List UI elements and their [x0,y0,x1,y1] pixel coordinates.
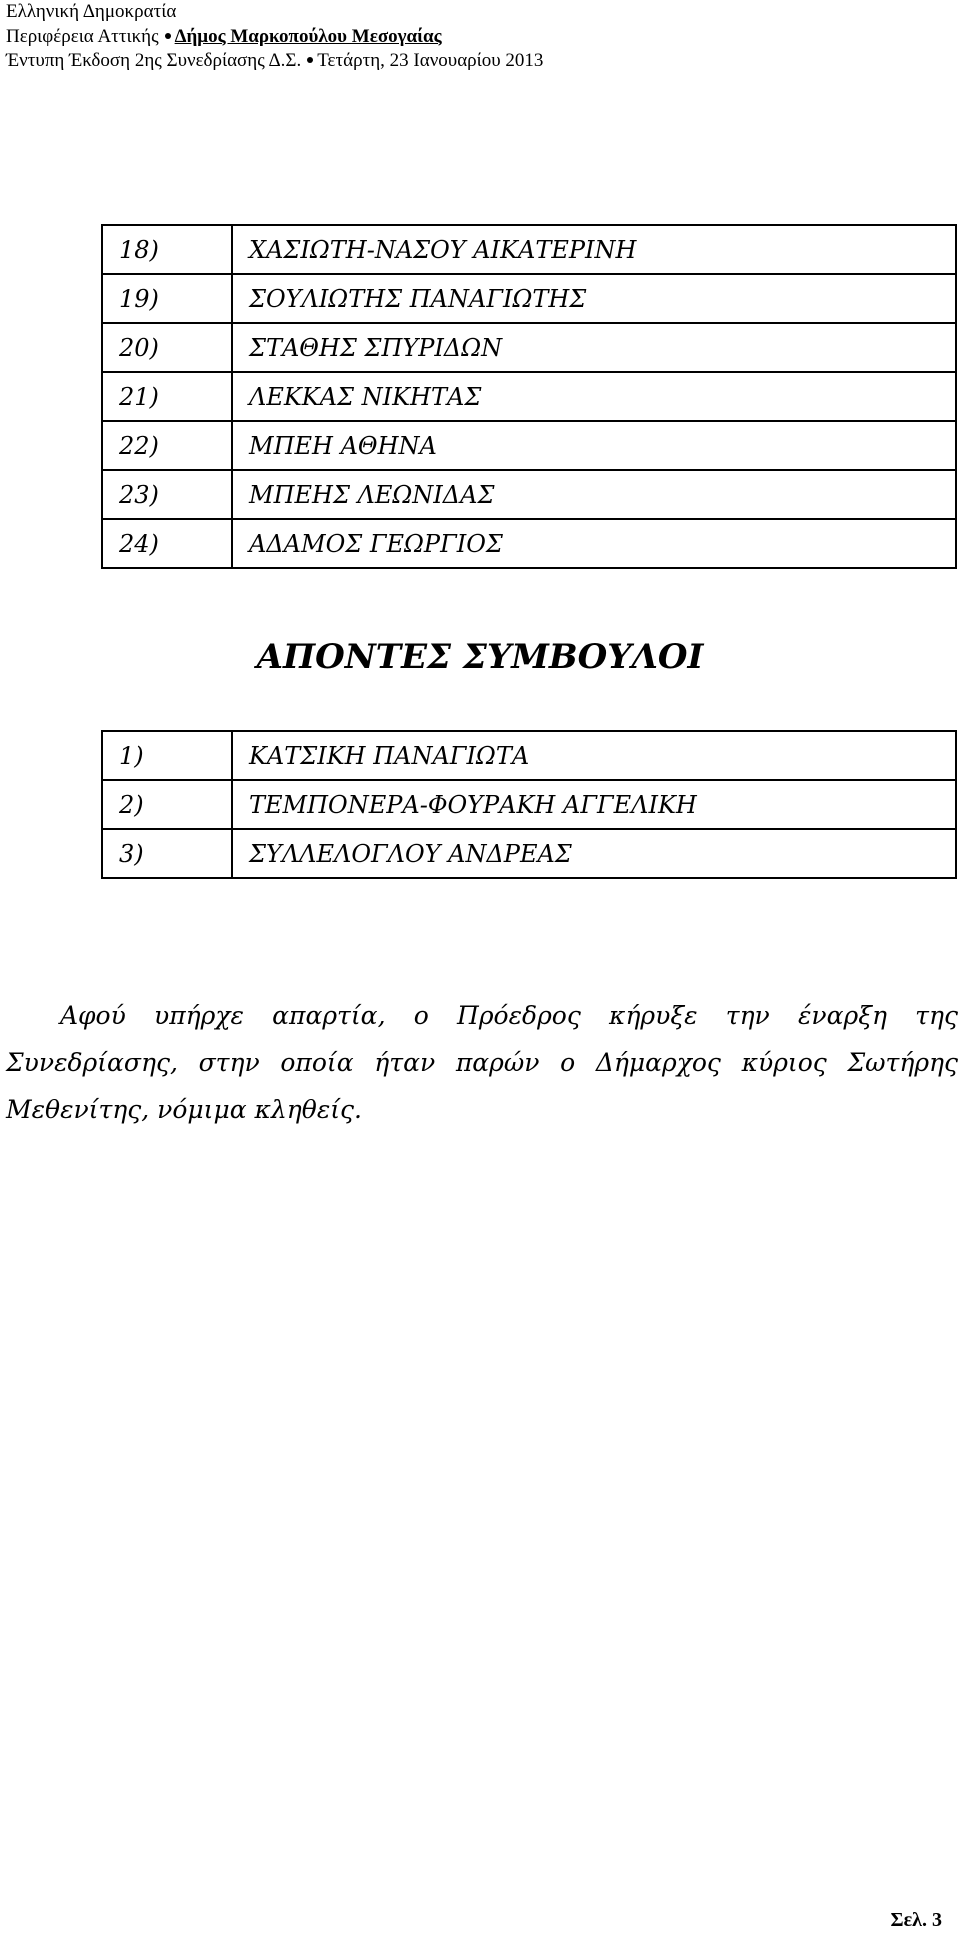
table-row [102,519,956,568]
header-country: Ελληνική Δημοκρατία [6,1,177,22]
body-paragraph: Αφού υπήρχε απαρτία, ο Πρόεδρος κήρυξε την έναρξη της Συνεδρίασης, στην οποία ήταν παρών ο Δήμαρχος κύριος Σωτήρης Μεθενίτης, νόμιμα κληθείς. [6,1001,958,1124]
absent-members-heading: ΑΠΟΝΤΕΣ ΣΥΜΒΟΥΛΟΙ [256,637,704,677]
header-region-line [6,25,543,50]
header-edition: Έντυπη Έκδοση 2ης Συνεδρίασης Δ.Σ. [6,50,302,71]
member-number: 1) [102,731,232,780]
table-row [102,470,956,519]
member-number: 3) [102,829,232,878]
table-row [102,372,956,421]
member-name: ΣΥΛΛΕΛΟΓΛΟΥ ΑΝΔΡΕΑΣ [232,829,956,878]
member-name: ΜΠΕΗ ΑΘΗΝΑ [232,421,956,470]
member-number: 2) [102,780,232,829]
member-number: 22) [102,421,232,470]
member-number: 24) [102,519,232,568]
member-number: 18) [102,225,232,274]
table-row [102,225,956,274]
member-number: 23) [102,470,232,519]
member-name: ΣΟΥΛΙΩΤΗΣ ΠΑΝΑΓΙΩΤΗΣ [232,274,956,323]
member-name: ΤΕΜΠΟΝΕΡΑ-ΦΟΥΡΑΚΗ ΑΓΓΕΛΙΚΗ [232,780,956,829]
member-number: 19) [102,274,232,323]
table-row [102,731,956,780]
page-number: Σελ. 3 [890,1909,942,1931]
table-row [102,323,956,372]
header-region: Περιφέρεια Αττικής [6,25,159,47]
header-date: Τετάρτη, 23 Ιανουαρίου 2013 [317,50,544,71]
member-name: ΑΔΑΜΟΣ ΓΕΩΡΓΙΟΣ [232,519,956,568]
member-name: ΛΕΚΚΑΣ ΝΙΚΗΤΑΣ [232,372,956,421]
bullet-icon [307,57,313,63]
bullet-icon [165,33,171,39]
member-name: ΚΑΤΣΙΚΗ ΠΑΝΑΓΙΩΤΑ [232,731,956,780]
document-header [6,0,543,74]
member-name: ΧΑΣΙΩΤΗ-ΝΑΣΟΥ ΑΙΚΑΤΕΡΙΝΗ [232,225,956,274]
member-number: 21) [102,372,232,421]
member-name: ΣΤΑΘΗΣ ΣΠΥΡΙΔΩΝ [232,323,956,372]
present-members-table [101,224,957,569]
member-number: 20) [102,323,232,372]
member-name: ΜΠΕΗΣ ΛΕΩΝΙΔΑΣ [232,470,956,519]
table-row [102,421,956,470]
header-municipality: Δήμος Μαρκοπούλου Μεσογαίας [174,25,442,47]
absent-members-table [101,730,957,879]
header-edition-line [6,49,543,74]
table-row [102,274,956,323]
table-row [102,829,956,878]
table-row [102,780,956,829]
